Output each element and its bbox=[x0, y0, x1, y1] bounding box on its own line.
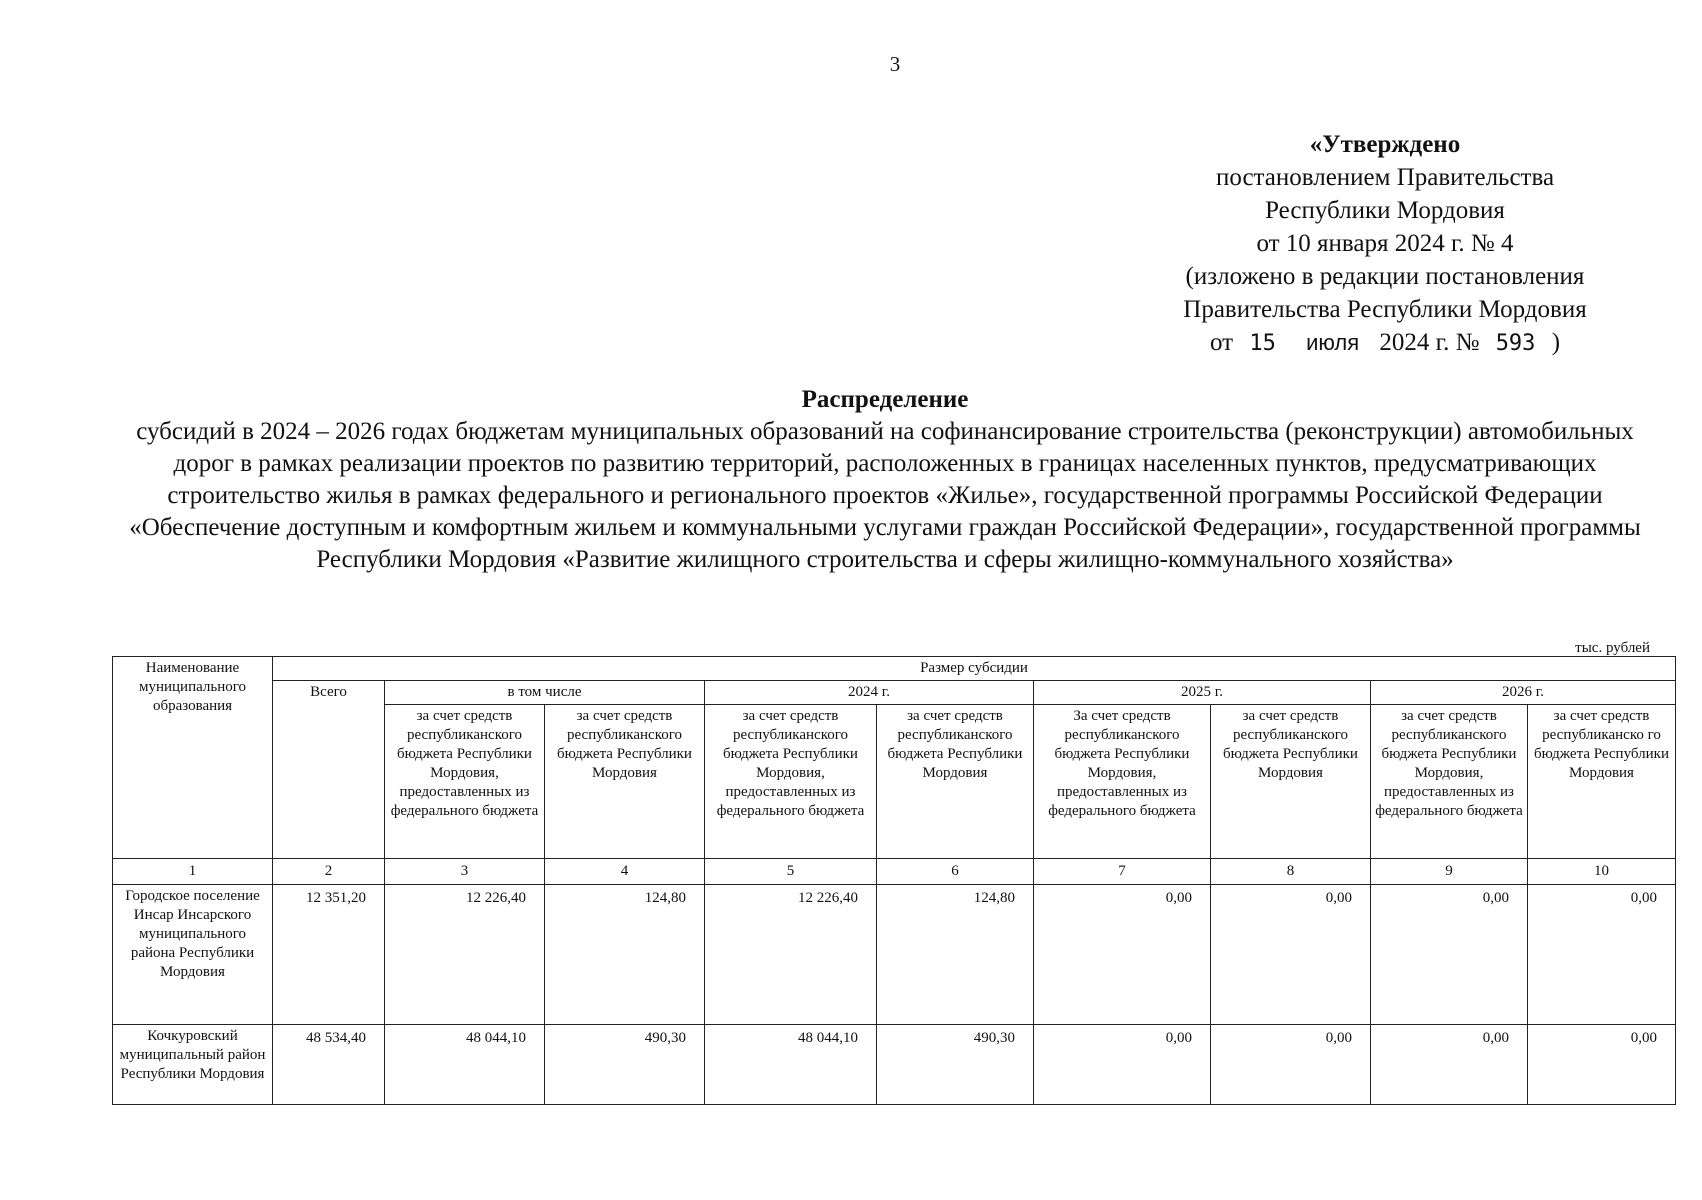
table-row bbox=[113, 885, 1676, 1025]
column-number: 2 bbox=[273, 859, 385, 885]
column-number: 6 bbox=[877, 859, 1034, 885]
header-sub: за счет средств республиканского бюджета Республики Мордовия bbox=[545, 705, 705, 859]
table-cell: 124,80 bbox=[545, 885, 705, 1025]
header-sub: За счет средств республиканского бюджета Республики Мордовия, предоставленных из федерального бюджета bbox=[1034, 705, 1211, 859]
amended-number: 593 bbox=[1495, 331, 1536, 356]
column-number: 7 bbox=[1034, 859, 1211, 885]
municipality-name: Кочкуровский муниципальный район Республики Мордовия bbox=[113, 1025, 273, 1105]
column-number-row bbox=[113, 859, 1676, 885]
header-total: Всего bbox=[273, 681, 385, 859]
page-number: 3 bbox=[889, 52, 901, 76]
table-cell: 0,00 bbox=[1528, 1025, 1676, 1105]
table-cell: 0,00 bbox=[1211, 885, 1371, 1025]
table-cell: 0,00 bbox=[1211, 1025, 1371, 1105]
column-number: 1 bbox=[113, 859, 273, 885]
header-sub: за счет средств республиканского бюджета Республики Мордовия, предоставленных из федерального бюджета bbox=[705, 705, 877, 859]
subsidies-table bbox=[112, 656, 1676, 1105]
table-cell: 48 044,10 bbox=[385, 1025, 545, 1105]
document-subtitle: субсидий в 2024 – 2026 годах бюджетам муниципальных образований на софинансирование строительства (реконструкции) автомобильных дорог в рамках реализации проектов по развитию территорий, расположенных в границах населенных пунктов, предусматривающих строительство жилья в рамках федерального и регионального проектов «Жилье», государственной программы Российской Федерации «Обеспечение доступным и комфортным жильем и коммунальными услугами граждан Российской Федерации», государственной программы Республики Мордовия «Развитие жилищного строительства и сферы жилищно-коммунального хозяйства» bbox=[129, 418, 1641, 573]
header-sub: за счет средств республиканско го бюджета Республики Мордовия bbox=[1528, 705, 1676, 859]
table-cell: 48 534,40 bbox=[273, 1025, 385, 1105]
municipality-name: Городское поселение Инсар Инсарского муниципального района Республики Мордовия bbox=[113, 885, 273, 1025]
header-sub: за счет средств республиканского бюджета Республики Мордовия, предоставленных из федерального бюджета bbox=[1371, 705, 1528, 859]
table-cell: 12 226,40 bbox=[705, 885, 877, 1025]
table-row bbox=[113, 1025, 1676, 1105]
approval-title: «Утверждено bbox=[1309, 131, 1461, 158]
column-number: 9 bbox=[1371, 859, 1528, 885]
column-number: 10 bbox=[1528, 859, 1676, 885]
header-name: Наименование муниципального образования bbox=[113, 657, 273, 859]
amended-prefix: от bbox=[1209, 329, 1234, 356]
table-cell: 0,00 bbox=[1528, 885, 1676, 1025]
table-cell: 12 351,20 bbox=[273, 885, 385, 1025]
header-including: в том числе bbox=[385, 681, 705, 705]
table-cell: 12 226,40 bbox=[385, 885, 545, 1025]
table-cell: 490,30 bbox=[545, 1025, 705, 1105]
amended-date-line bbox=[1135, 326, 1635, 360]
table-cell: 0,00 bbox=[1034, 1025, 1211, 1105]
column-number: 8 bbox=[1211, 859, 1371, 885]
approval-line: от 10 января 2024 г. № 4 bbox=[1256, 230, 1514, 257]
header-year-2026: 2026 г. bbox=[1371, 681, 1676, 705]
table-cell: 490,30 bbox=[877, 1025, 1034, 1105]
header-row bbox=[113, 681, 1676, 705]
approval-line: Республики Мордовия bbox=[1265, 197, 1505, 224]
column-number: 5 bbox=[705, 859, 877, 885]
table-cell: 0,00 bbox=[1371, 885, 1528, 1025]
header-sub: за счет средств республиканского бюджета Республики Мордовия, предоставленных из федерального бюджета bbox=[385, 705, 545, 859]
column-number: 4 bbox=[545, 859, 705, 885]
amended-month: июля bbox=[1306, 330, 1360, 355]
header-subsidy: Размер субсидии bbox=[273, 657, 1676, 681]
approval-line: постановлением Правительства bbox=[1215, 164, 1555, 191]
header-row bbox=[113, 657, 1676, 681]
amended-year: 2024 г. № bbox=[1379, 329, 1480, 356]
header-year-2025: 2025 г. bbox=[1034, 681, 1371, 705]
document-title: Распределение bbox=[801, 386, 969, 413]
document-heading bbox=[115, 384, 1655, 576]
amended-day: 15 bbox=[1249, 331, 1276, 356]
table-cell: 0,00 bbox=[1034, 885, 1211, 1025]
table-cell: 48 044,10 bbox=[705, 1025, 877, 1105]
approval-block bbox=[1135, 128, 1635, 360]
header-year-2024: 2024 г. bbox=[705, 681, 1034, 705]
column-number: 3 bbox=[385, 859, 545, 885]
approval-line: Правительства Республики Мордовия bbox=[1183, 296, 1587, 323]
units-label: тыс. рублей bbox=[1575, 640, 1650, 656]
header-sub: за счет средств республиканского бюджета Республики Мордовия bbox=[877, 705, 1034, 859]
amended-suffix: ) bbox=[1551, 329, 1561, 356]
table-cell: 0,00 bbox=[1371, 1025, 1528, 1105]
approval-line: (изложено в редакции постановления bbox=[1185, 263, 1585, 290]
header-sub: за счет средств республиканского бюджета Республики Мордовия bbox=[1211, 705, 1371, 859]
table-cell: 124,80 bbox=[877, 885, 1034, 1025]
